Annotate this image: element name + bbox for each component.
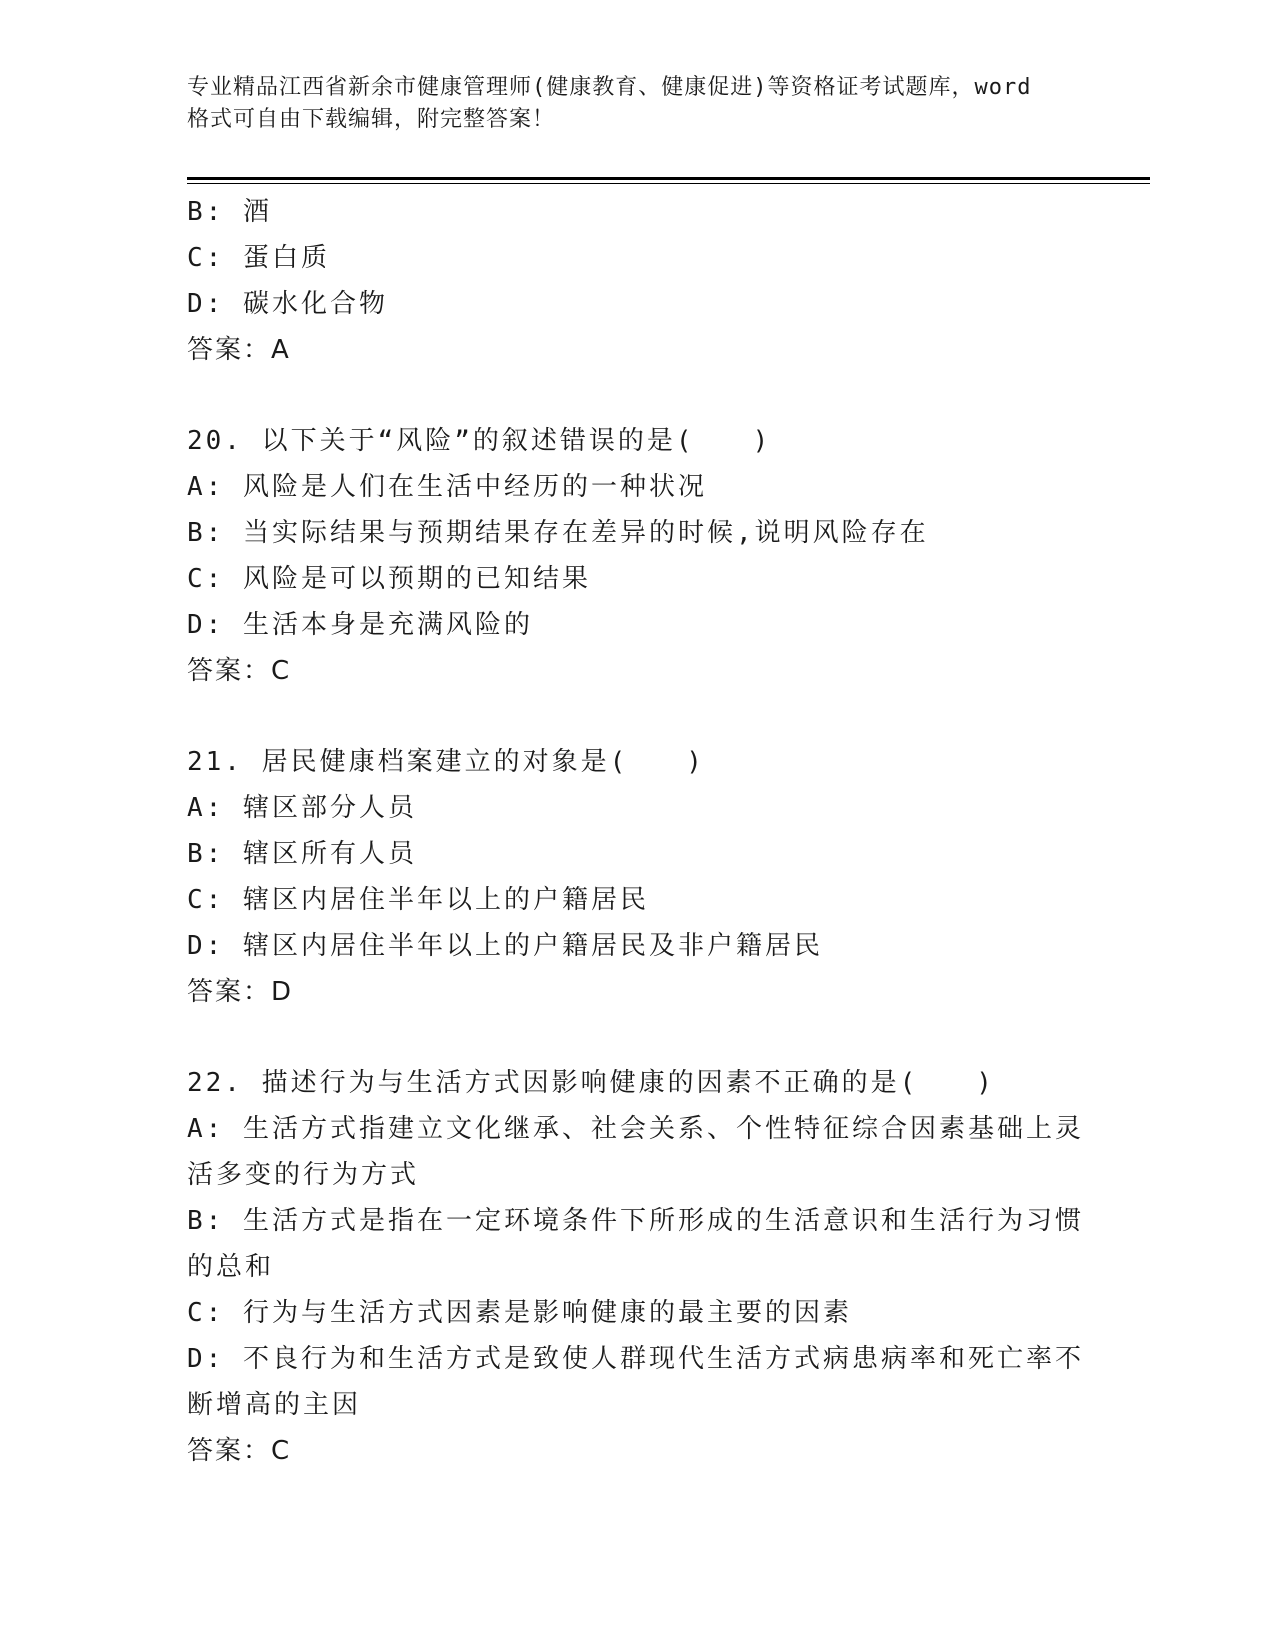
option-d: D: 生活本身是充满风险的 xyxy=(187,610,533,640)
answer-line: 答案：D xyxy=(187,977,294,1007)
question-stem: 22. 描述行为与生活方式因影响健康的因素不正确的是( ) xyxy=(187,1068,995,1098)
header-line-1: 专业精品江西省新余市健康管理师(健康教育、健康促进)等资格证考试题库，word xyxy=(187,75,1032,100)
answer-line: 答案：C xyxy=(187,656,292,686)
header-divider-thick xyxy=(187,177,1150,180)
question-21 xyxy=(187,739,1087,1015)
document-header xyxy=(187,72,1087,136)
question-stem: 21. 居民健康档案建立的对象是( ) xyxy=(187,747,705,777)
option-b: B: 当实际结果与预期结果存在差异的时候,说明风险存在 xyxy=(187,518,929,548)
option-c: C: 蛋白质 xyxy=(187,243,330,273)
option-b: B: 辖区所有人员 xyxy=(187,839,417,869)
header-line-2: 格式可自由下载编辑，附完整答案！ xyxy=(187,107,556,132)
question-20 xyxy=(187,418,1087,694)
option-d: D: 碳水化合物 xyxy=(187,289,388,319)
question-stem: 20. 以下关于“风险”的叙述错误的是( ) xyxy=(187,426,772,456)
option-b: B: 酒 xyxy=(187,197,272,227)
answer-line: 答案：C xyxy=(187,1436,292,1466)
option-c: C: 风险是可以预期的已知结果 xyxy=(187,564,591,594)
option-c: C: 行为与生活方式因素是影响健康的最主要的因素 xyxy=(187,1298,852,1328)
question-19-continued xyxy=(187,189,1087,373)
header-divider-thin xyxy=(187,183,1150,184)
option-a: A: 生活方式指建立文化继承、社会关系、个性特征综合因素基础上灵活多变的行为方式 xyxy=(187,1114,1084,1190)
option-c: C: 辖区内居住半年以上的户籍居民 xyxy=(187,885,649,915)
question-list xyxy=(187,189,1087,1474)
option-a: A: 风险是人们在生活中经历的一种状况 xyxy=(187,472,707,502)
option-b: B: 生活方式是指在一定环境条件下所形成的生活意识和生活行为习惯的总和 xyxy=(187,1206,1084,1282)
answer-line: 答案：A xyxy=(187,335,291,365)
option-d: D: 不良行为和生活方式是致使人群现代生活方式病患病率和死亡率不断增高的主因 xyxy=(187,1344,1084,1420)
option-a: A: 辖区部分人员 xyxy=(187,793,417,823)
question-22 xyxy=(187,1060,1087,1474)
option-d: D: 辖区内居住半年以上的户籍居民及非户籍居民 xyxy=(187,931,823,961)
